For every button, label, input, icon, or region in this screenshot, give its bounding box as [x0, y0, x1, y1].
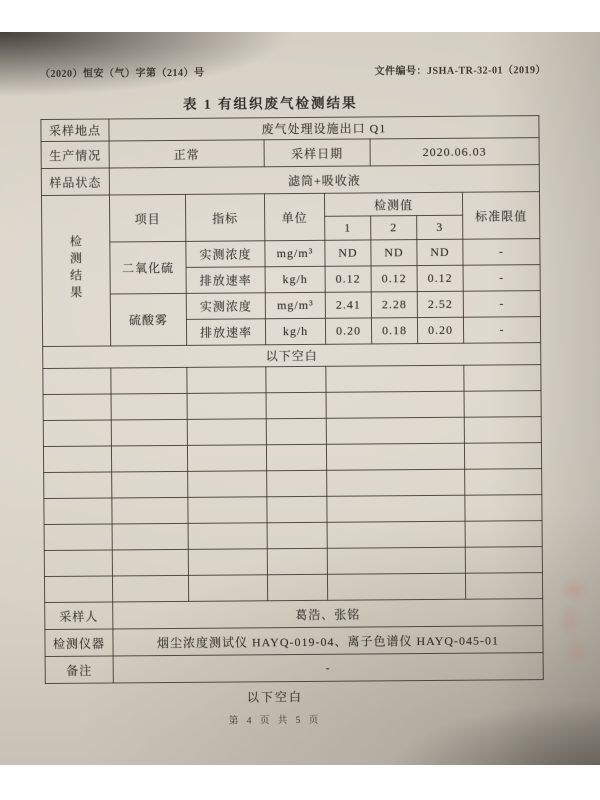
empty-cell: [112, 575, 188, 602]
value-cell: 0.12: [325, 266, 371, 292]
sample-state-value: 滤筒+吸收液: [109, 165, 539, 195]
limit-cell: -: [463, 317, 540, 344]
empty-row: [43, 443, 541, 473]
empty-cell: [43, 368, 111, 395]
header-limit: 标准限值: [462, 192, 539, 240]
instruments-label: 检测仪器: [45, 629, 113, 657]
empty-cell: [111, 393, 187, 420]
doc-number: （2020）恒安（气）字第（214）号: [39, 67, 205, 81]
production-label: 生产情况: [41, 141, 109, 169]
empty-cell: [187, 445, 266, 472]
empty-row: [43, 417, 541, 447]
empty-cell: [43, 394, 111, 421]
empty-cell: [43, 446, 111, 473]
doc-file-code: 文件编号：JSHA-TR-32-01（2019）: [374, 65, 547, 78]
empty-cell: [188, 523, 267, 550]
empty-cell: [44, 576, 112, 603]
empty-cell: [112, 471, 188, 498]
indicator-cell: 排放速率: [186, 267, 265, 294]
empty-cell: [326, 365, 464, 392]
empty-cell: [188, 575, 267, 602]
empty-cell: [112, 549, 188, 576]
value-cell: 0.12: [371, 266, 417, 292]
item-acid-mist: 硫酸雾: [110, 293, 186, 346]
empty-rows: [43, 365, 543, 603]
empty-cell: [267, 574, 327, 600]
indicator-cell: 实测浓度: [186, 293, 265, 320]
empty-cell: [327, 573, 465, 600]
limit-cell: -: [463, 291, 540, 318]
empty-cell: [44, 472, 112, 499]
sampling-date-label: 采样日期: [264, 139, 370, 167]
row-sampler: [45, 599, 543, 630]
empty-cell: [266, 392, 326, 418]
empty-cell: [465, 573, 542, 600]
empty-cell: [44, 550, 112, 577]
limit-cell: -: [463, 239, 540, 266]
data-row-mist-concentration: [42, 291, 540, 321]
blank-note: 以下空白: [43, 343, 541, 369]
seal-bleedthrough-mark: [546, 572, 598, 672]
value-cell: 2.52: [417, 291, 463, 317]
empty-cell: [267, 548, 327, 574]
empty-cell: [327, 547, 465, 574]
header-indicator: 指标: [185, 194, 264, 242]
production-value: 正常: [109, 140, 264, 168]
results-table: [40, 115, 543, 684]
empty-row: [44, 547, 542, 577]
empty-row: [44, 573, 542, 603]
empty-cell: [266, 366, 326, 392]
page-title: 表 1 有组织废气检测结果: [182, 95, 358, 112]
empty-cell: [188, 471, 267, 498]
value-cell: 0.20: [417, 317, 463, 343]
unit-cell: mg/m³: [265, 240, 325, 266]
empty-cell: [187, 393, 266, 420]
empty-row: [43, 365, 541, 395]
results-section-label-cell: [41, 195, 110, 347]
header-value-1: 1: [325, 216, 371, 240]
header-unit: 单位: [264, 193, 324, 240]
value-cell: 0.12: [417, 265, 463, 291]
indicator-cell: 实测浓度: [186, 241, 265, 268]
empty-cell: [111, 445, 187, 472]
value-cell: ND: [417, 239, 463, 265]
empty-row: [44, 495, 542, 525]
sample-state-label: 样品状态: [41, 168, 109, 196]
empty-cell: [465, 469, 542, 496]
empty-cell: [465, 521, 542, 548]
empty-cell: [187, 367, 266, 394]
empty-row: [43, 391, 541, 421]
unit-cell: kg/h: [265, 318, 325, 344]
sampling-date-value: 2020.06.03: [370, 138, 539, 166]
empty-cell: [187, 419, 266, 446]
empty-row: [44, 521, 542, 551]
empty-cell: [267, 522, 327, 548]
sampling-location-value: 废气处理设施出口 Q1: [109, 116, 539, 141]
empty-cell: [327, 495, 465, 522]
empty-cell: [326, 417, 464, 444]
footer-blank-note: 以下空白: [246, 689, 303, 705]
sampling-location-label: 采样地点: [41, 119, 109, 142]
page-number: 第 4 页 共 5 页: [228, 715, 322, 727]
value-cell: 2.28: [371, 292, 417, 318]
empty-cell: [44, 524, 112, 551]
unit-cell: kg/h: [265, 266, 325, 292]
empty-row: [44, 469, 542, 499]
remarks-value: -: [113, 653, 543, 683]
value-cell: 0.18: [371, 318, 417, 344]
unit-cell: mg/m³: [265, 292, 325, 318]
empty-cell: [327, 521, 465, 548]
document-sheet: [0, 32, 600, 765]
sampler-value: 葛浩、张铭: [113, 599, 543, 629]
results-section-label: 检测结果: [68, 234, 83, 303]
empty-cell: [465, 495, 542, 522]
empty-cell: [267, 496, 327, 522]
header-values: 检测值: [324, 192, 462, 216]
empty-cell: [188, 549, 267, 576]
empty-cell: [111, 419, 187, 446]
results-header-row: [41, 192, 539, 219]
empty-cell: [327, 469, 465, 496]
empty-cell: [43, 420, 111, 447]
indicator-cell: 排放速率: [186, 319, 265, 346]
header-value-3: 3: [417, 215, 463, 239]
value-cell: 2.41: [325, 292, 371, 318]
empty-cell: [464, 365, 541, 392]
item-so2: 二氧化硫: [110, 241, 186, 294]
data-row-so2-concentration: [42, 239, 540, 269]
row-production: [41, 138, 539, 169]
empty-cell: [266, 444, 326, 470]
empty-cell: [266, 418, 326, 444]
empty-cell: [188, 497, 267, 524]
row-instruments: [45, 626, 543, 657]
row-remarks: [45, 653, 543, 684]
empty-cell: [326, 443, 464, 470]
empty-cell: [464, 391, 541, 418]
empty-cell: [465, 547, 542, 574]
empty-cell: [112, 497, 188, 524]
value-cell: 0.20: [325, 318, 371, 344]
header-item: 项目: [109, 194, 185, 242]
instruments-value: 烟尘浓度测试仪 HAYQ-019-04、离子色谱仪 HAYQ-045-01: [113, 626, 543, 656]
remarks-label: 备注: [45, 656, 113, 684]
empty-cell: [267, 470, 327, 496]
empty-cell: [111, 367, 187, 394]
empty-cell: [464, 417, 541, 444]
empty-cell: [44, 498, 112, 525]
value-cell: ND: [325, 240, 371, 266]
document-photo: [0, 32, 600, 765]
empty-cell: [464, 443, 541, 470]
limit-cell: -: [463, 265, 540, 292]
document-header: [40, 61, 546, 80]
row-sample-state: [41, 165, 539, 196]
empty-cell: [326, 391, 464, 418]
header-value-2: 2: [371, 216, 417, 240]
value-cell: ND: [371, 240, 417, 266]
empty-cell: [112, 523, 188, 550]
sampler-label: 采样人: [45, 602, 113, 630]
